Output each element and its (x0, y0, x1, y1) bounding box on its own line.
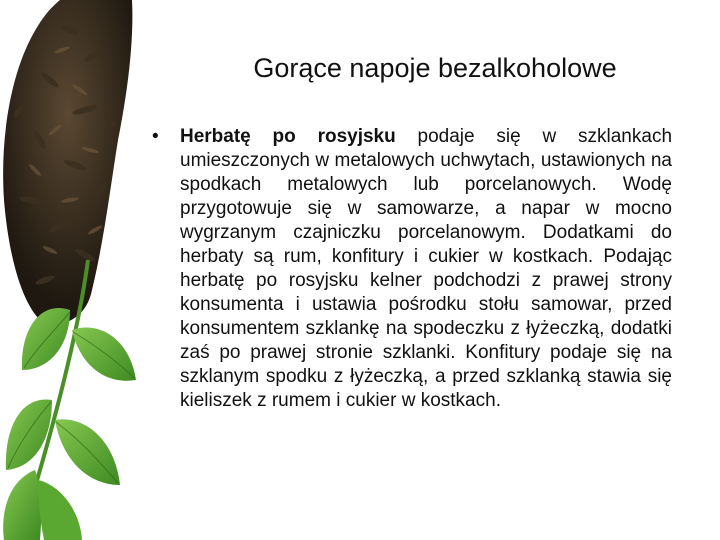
bullet-marker: • (152, 126, 159, 147)
bullet-body-text: podaje się w szklankach umieszczonych w metalowych uchwytach, ustawionych na spodkach metalowych lub porcelanowych. Wodę przygotowuje się w samowarze, a napar w mocno wygrzanym czajniczku porcelanowym. Dodatkami do herbaty są rum, konfitury i cukier w kostkach. Podając herbatę po rosyjsku kelner podchodzi z prawej strony konsumenta i ustawia pośrodku stołu samowar, przed konsumentem szklankę na spodeczku z łyżeczką, dodatki zaś po prawej stronie szklanki. Konfitury podaje się na szklanym spodku z łyżeczką, a przed szklanką stawia się kieliszek z rumem i cukier w kostkach. (180, 126, 673, 411)
slide-title: Gorące napoje bezalkoholowe (253, 53, 617, 83)
bullet-list (150, 125, 672, 413)
bullet-lead-text: Herbatę po rosyjsku (180, 126, 396, 147)
bullet-item (150, 125, 672, 413)
tea-leaves-icon (0, 0, 140, 540)
tea-leaves-image (0, 0, 140, 540)
